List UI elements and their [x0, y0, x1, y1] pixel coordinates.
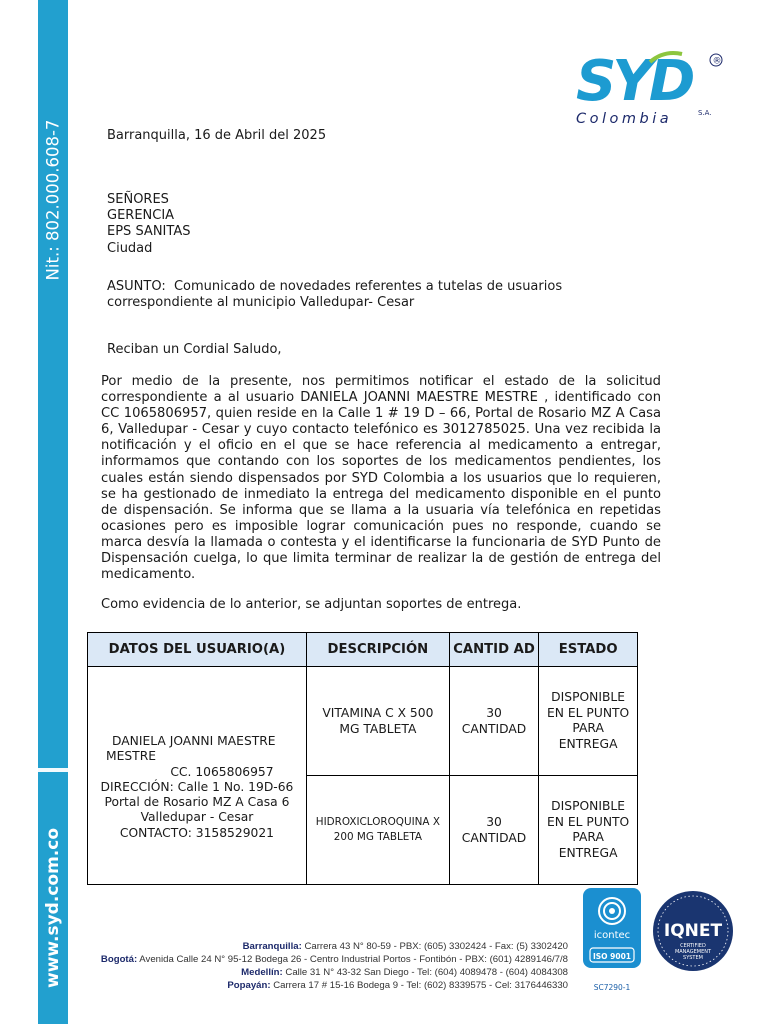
footer-line: Barranquilla: Carrera 43 N° 80-59 - PBX: (605) 3302424 - Fax: (5) 3302420	[242, 941, 568, 952]
row-status: DISPONIBLE EN EL PUNTO PARA ENTREGA	[539, 667, 638, 776]
row-description: VITAMINA C X 500 MG TABLETA	[306, 667, 449, 776]
icontec-iso: ISO 9001	[592, 952, 632, 961]
row-quantity: 30 CANTIDAD	[449, 667, 538, 776]
user-address-2: Portal de Rosario MZ A Casa 6	[104, 795, 290, 810]
footer-addresses	[101, 940, 568, 992]
letter-date: Barranquilla, 16 de Abril del 2025	[107, 128, 327, 143]
row-status: DISPONIBLE EN EL PUNTO PARA ENTREGA	[539, 776, 638, 885]
user-cc: CC. 1065806957	[170, 764, 274, 779]
recipient-line: SEÑORES	[107, 192, 169, 207]
icontec-badge	[582, 886, 642, 996]
greeting: Reciban un Cordial Saludo,	[107, 342, 282, 357]
svg-text:CERTIFIED: CERTIFIED	[680, 943, 706, 949]
evidence-note: Como evidencia de lo anterior, se adjuntan soportes de entrega.	[101, 597, 522, 612]
recipient-line: GERENCIA	[107, 208, 175, 224]
delivery-table	[87, 632, 638, 885]
svg-text:SYSTEM: SYSTEM	[683, 955, 703, 961]
logo-subtitle: Colombia	[576, 111, 673, 127]
row-description: HIDROXICLOROQUINA X 200 MG TABLETA	[306, 776, 449, 885]
icontec-code: SC7290-1	[593, 983, 631, 992]
user-name: DANIELA JOANNI MAESTRE MESTRE	[106, 733, 276, 764]
header-status: ESTADO	[539, 633, 638, 667]
user-city: Valledupar - Cesar	[140, 810, 254, 825]
syd-logo	[572, 48, 732, 128]
recipient-line: Ciudad	[107, 240, 153, 256]
sidebar-divider	[38, 768, 68, 772]
recipient-line: EPS SANITAS	[107, 224, 191, 240]
icontec-name: icontec	[593, 930, 631, 941]
subject-text: Comunicado de novedades referentes a tutelas de usuarios	[173, 279, 563, 294]
subject-text-2: correspondiente al municipio Valledupar- Cesar	[107, 295, 415, 311]
header-quantity: CANTID AD	[449, 633, 538, 667]
header-user-data: DATOS DEL USUARIO(A)	[88, 633, 307, 667]
user-contact: CONTACTO: 3158529021	[119, 825, 274, 840]
logo-suffix: S.A.	[698, 109, 712, 117]
sidebar-nit: Nit.: 802.000.608-7	[43, 119, 63, 281]
header-description: DESCRIPCIÓN	[306, 633, 449, 667]
user-data-cell	[88, 667, 307, 885]
svg-text:MANAGEMENT: MANAGEMENT	[674, 949, 712, 955]
table-header-row	[88, 633, 638, 667]
iqnet-name: IQNET	[663, 921, 723, 941]
user-address: DIRECCIÓN: Calle 1 No. 19D-66	[100, 779, 294, 794]
row-quantity: 30 CANTIDAD	[449, 776, 538, 885]
footer-line: Popayán: Carrera 17 # 15-16 Bodega 9 - Tel: (602) 8339575 - Cel: 3176446330	[227, 980, 568, 991]
logo-brand-text: SYD	[576, 49, 692, 114]
recipient-block	[107, 192, 190, 257]
letter-body: Por medio de la presente, nos permitimos notificar el estado de la solicitud correspondiente a al usuario DANIELA JOANNI MAESTRE MESTRE , identificado con CC 1065806957, quien reside en la Calle 1 # 19 D – 66, Portal de Rosario MZ A Casa 6, Valledupar - Cesar y cuyo contacto telefónico es 3012785025. Una vez recibida la notificación y el oficio en el que se hace referencia al medicamento a entregar, informamos que contando con los soportes de los medicamentos pendientes, los cuales están siendo dispensados por SYD Colombia a los usuarios que lo requieren, se ha gestionado de inmediato la entrega del medicamento disponible en el punto de dispensación. Se informa que se llama a la usuaria vía telefónica en repetidas ocasiones pero es imposible lograr comunicación pues no responde, cuando se marca desvía la llamada o contesta y el identificarse la funcionaria de SYD Punto de Dispensación cuelga, lo que limita terminar de realizar la de gestión de entrega del medicamento.	[101, 374, 661, 583]
logo-registered-mark: ®	[712, 56, 722, 67]
iqnet-badge	[652, 890, 734, 972]
table-row	[88, 667, 638, 776]
footer-line: Bogotá: Avenida Calle 24 N° 95-12 Bodega 26 - Centro Industrial Portos - Fontibón - PBX: (601) 4289146/7/8	[100, 954, 568, 965]
footer-line: Medellín: Calle 31 N° 43-32 San Diego - Tel: (604) 4089478 - (604) 4084308	[241, 967, 568, 978]
subject-label: ASUNTO:	[107, 279, 166, 294]
sidebar-website: www.syd.com.co	[43, 828, 63, 988]
subject-block	[107, 279, 562, 311]
